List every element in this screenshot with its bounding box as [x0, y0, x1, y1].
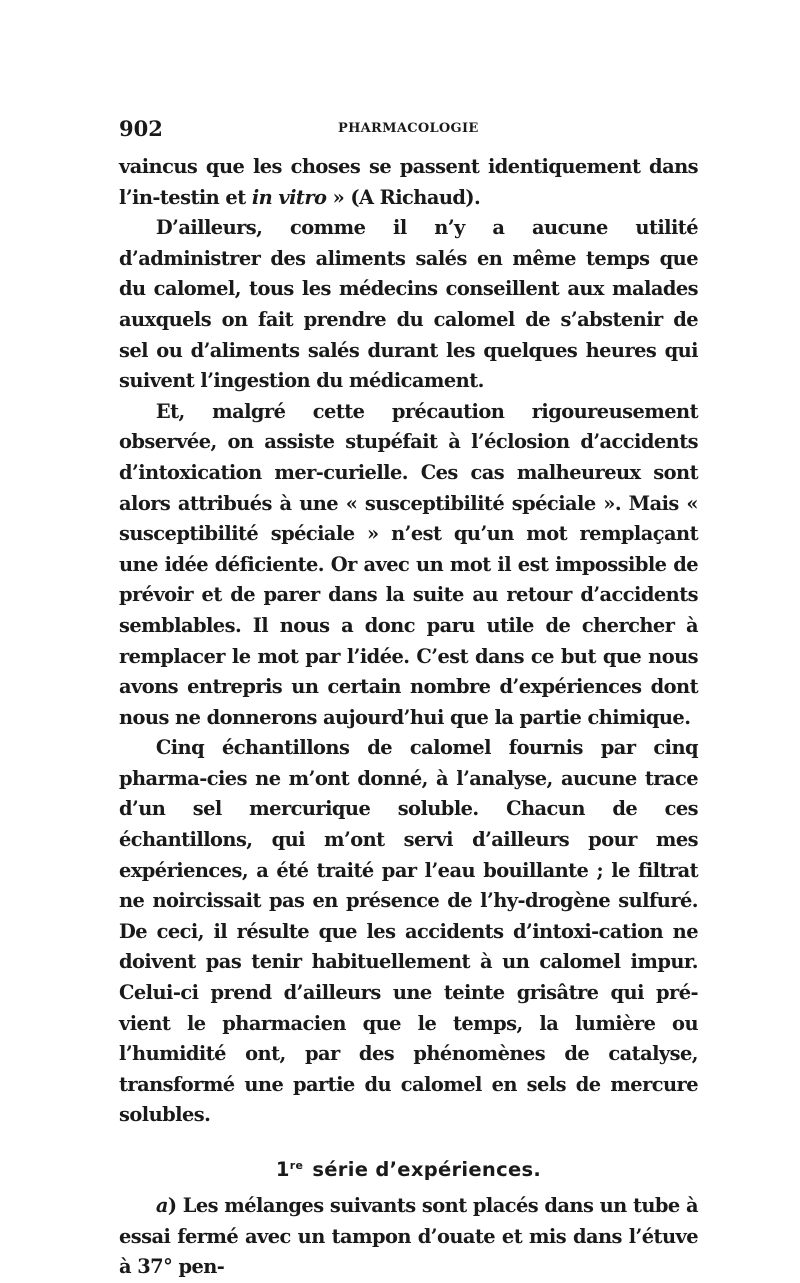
paragraph: D’ailleurs, comme il n’y a aucune utilité d’administrer des aliments salés en même temps que du calomel, tous les médecins conseillent aux malades auxquels on fait prendre du calomel de s’abstenir de sel ou d’aliments salés durant les quelques heures qui suivent l’ingestion du médicament. — [119, 216, 698, 393]
paragraph-text: ) Les mélanges suivants sont placés dans un tube à essai fermé avec un tampon d’ouate et mis dans l’étuve à 37° pen- — [119, 1194, 698, 1279]
heading-text: série d’expériences. — [312, 1158, 542, 1181]
paragraph: Cinq échantillons de calomel fournis par cinq pharma-cies ne m’ont donné, à l’analyse, aucune trace d’un sel mercurique soluble. Chacun de ces échantillons, qui m’ont servi d’ailleurs pour mes expériences, a été traité par l’eau bouillante ; le filtrat ne noircissait pas en présence de l’hy-drogène sulfuré. De ceci, il résulte que les accidents d’intoxi-cation ne doivent pas tenir habituellement à un calomel impur. Celui-ci prend d’ailleurs une teinte grisâtre qui pré-vient le pharmacien que le temps, la lumière ou l’humidité ont, par des phénomènes de catalyse, transformé une partie du calomel en sels de mercure solubles. — [119, 736, 698, 1127]
heading-number: 1 — [275, 1158, 290, 1181]
heading-superscript: re — [289, 1159, 304, 1172]
running-head: PHARMACOLOGIE — [338, 121, 479, 136]
paragraph-text: vaincus que les choses se passent identiquement dans l’in-testin et — [119, 155, 698, 209]
paragraph: Et, malgré cette précaution rigoureusement observée, on assiste stupéfait à l’éclosion d’accidents d’intoxication mer-curielle. Ces cas malheureux sont alors attribués à une « susceptibilité spéciale ». Mais « susceptibilité spéciale » n’est qu’un mot remplaçant une idée déficiente. Or avec un mot il est impossible de prévoir et de parer dans la suite au retour d’accidents semblables. Il nous a donc paru utile de chercher à remplacer le mot par l’idée. C’est dans ce but que nous avons entrepris un certain nombre d’expériences dont nous ne donnerons aujourd’hui que la partie chimique. — [119, 399, 698, 729]
italic-term: in vitro — [251, 185, 327, 209]
paragraph — [119, 1191, 698, 1283]
paragraph-continuation — [119, 152, 698, 213]
page-number: 902 — [119, 116, 163, 141]
paragraph-text: » (A Richaud). — [326, 185, 481, 209]
body-text — [119, 152, 698, 1283]
page-header — [119, 116, 695, 140]
item-letter: a — [155, 1194, 168, 1217]
section-heading — [119, 1151, 698, 1185]
